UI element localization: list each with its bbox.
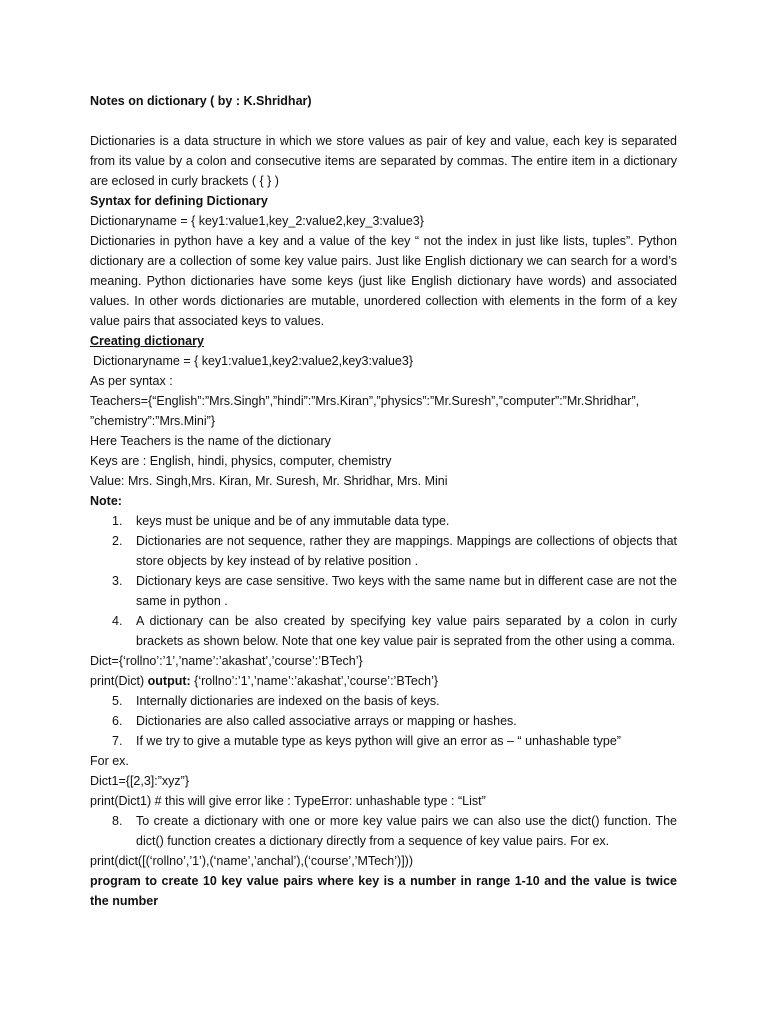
- list-item: 8. To create a dictionary with one or more key value pairs we can also use the dict() function. The dict() function creates a dictionary directly from a sequence of key value pairs. For ex.: [112, 814, 677, 848]
- notes-list-c: [90, 811, 677, 851]
- dict1-line: Dict1={[2,3]:”xyz”}: [90, 774, 189, 788]
- intro-paragraph: Dictionaries is a data structure in which we store values as pair of key and value, each key is separated from its value by a colon and consecutive items are separated by commas. The entire item in a dictionary are eclosed in curly brackets ( { } ): [90, 134, 677, 188]
- document-title: Notes on dictionary ( by : K.Shridhar): [90, 94, 312, 108]
- list-item: 2. Dictionaries are not sequence, rather they are mappings. Mappings are collections of objects that store objects by key instead of by relative position .: [112, 534, 677, 568]
- keys-are: Keys are : English, hindi, physics, computer, chemistry: [90, 454, 392, 468]
- list-item: 3. Dictionary keys are case sensitive. Two keys with the same name but in different case are not the same in python .: [112, 574, 677, 608]
- list-item: 6. Dictionaries are also called associative arrays or mapping or hashes.: [112, 714, 517, 728]
- output-label: output:: [147, 674, 191, 688]
- as-per-syntax: As per syntax :: [90, 374, 173, 388]
- print-dict-function-line: print(dict([(‘rollno’,’1’),(‘name’,’anchal’),(‘course’,’MTech’)])): [90, 854, 413, 868]
- here-teachers: Here Teachers is the name of the dictionary: [90, 434, 331, 448]
- program-heading: program to create 10 key value pairs where key is a number in range 1-10 and the value is twice the number: [90, 874, 677, 908]
- list-item: 1. keys must be unique and be of any immutable data type.: [112, 514, 450, 528]
- print-dict-output: print(Dict) output: {‘rollno’:’1’,’name’:’akashat’,’course’:’BTech’}: [90, 674, 439, 688]
- notes-list-a: [90, 511, 677, 651]
- creating-syntax: Dictionaryname = { key1:value1,key2:value2,key3:value3}: [93, 354, 413, 368]
- list-item: 5. Internally dictionaries are indexed on the basis of keys.: [112, 694, 440, 708]
- notes-list-b: [90, 691, 677, 751]
- list-item: 7. If we try to give a mutable type as keys python will give an error as – “ unhashable type”: [112, 734, 621, 748]
- document-page: [90, 91, 677, 911]
- value-line: Value: Mrs. Singh,Mrs. Kiran, Mr. Suresh, Mr. Shridhar, Mrs. Mini: [90, 474, 448, 488]
- creating-heading: Creating dictionary: [90, 334, 204, 348]
- for-ex: For ex.: [90, 754, 129, 768]
- python-description: Dictionaries in python have a key and a value of the key “ not the index in just like lists, tuples”. Python dictionary are a collection of some key value pairs. Just like English dictionary we can search for a word’s meaning. Python dictionaries have some keys (just like English dictionary have words) and associated values. In other words dictionaries are mutable, unordered collection with elements in the form of a key value pairs that associated keys to values.: [90, 234, 677, 328]
- dict-line: Dict={‘rollno’:’1’,’name’:’akashat’,’course’:’BTech’}: [90, 654, 363, 668]
- syntax-heading: Syntax for defining Dictionary: [90, 194, 268, 208]
- list-item: 4. A dictionary can be also created by specifying key value pairs separated by a colon in curly brackets as shown below. Note that one key value pair is seprated from the other using a comma.: [112, 614, 677, 648]
- syntax-line: Dictionaryname = { key1:value1,key_2:value2,key_3:value3}: [90, 214, 424, 228]
- note-heading: Note:: [90, 494, 122, 508]
- print-dict1-line: print(Dict1) # this will give error like : TypeError: unhashable type : “List”: [90, 794, 486, 808]
- teachers-line: Teachers={“English”:”Mrs.Singh”,”hindi”:”Mrs.Kiran”,”physics”:”Mr.Suresh”,”computer”:”Mr.Shridhar”, ”chemistry”:”Mrs.Mini”}: [90, 394, 640, 428]
